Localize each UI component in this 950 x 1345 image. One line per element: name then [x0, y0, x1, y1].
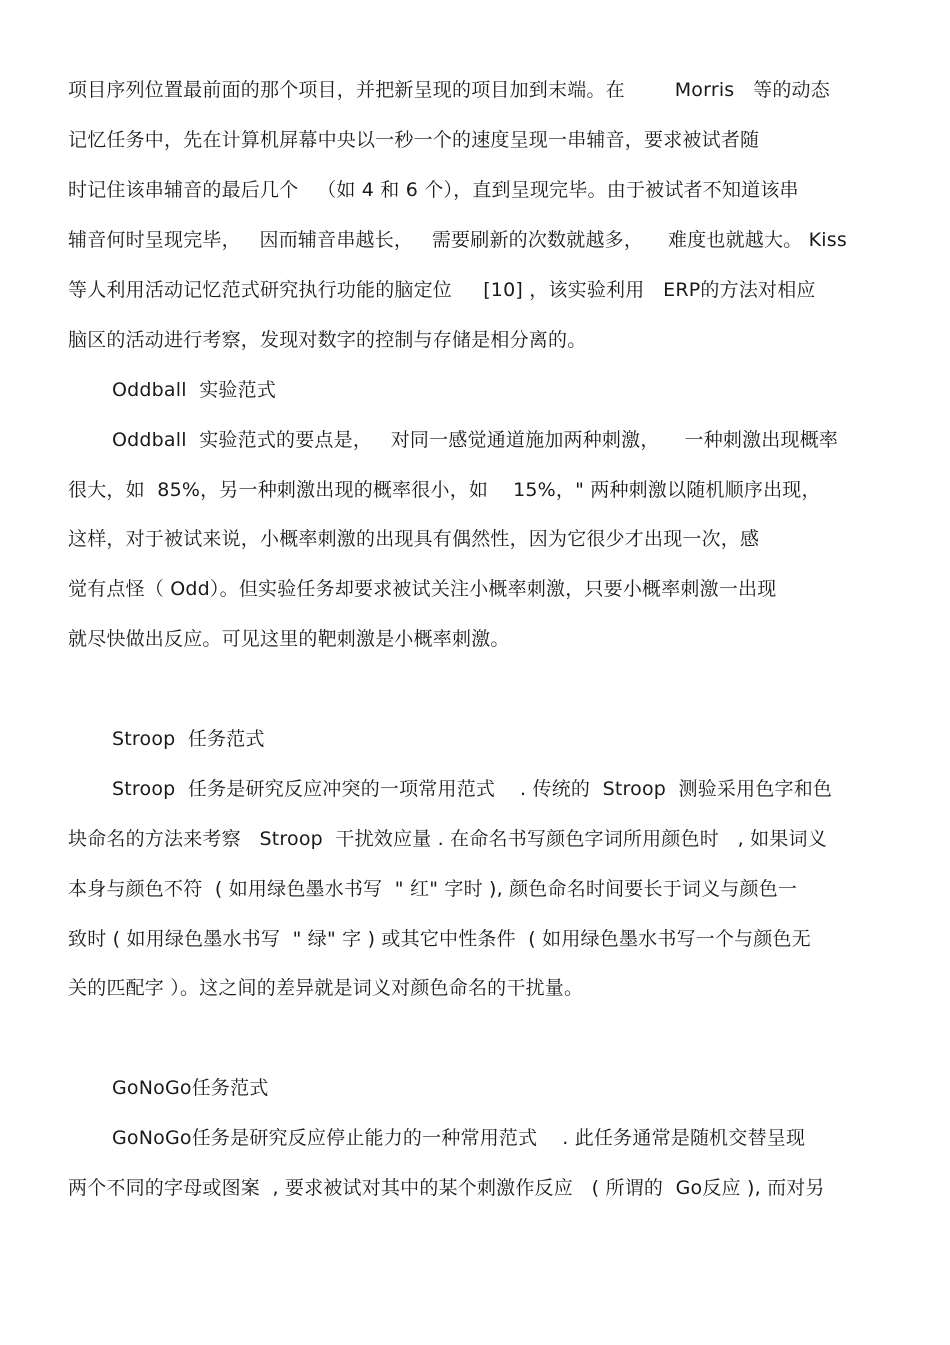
section-heading-oddball: Oddball 实验范式	[112, 379, 277, 401]
paragraph-line: 辅音何时呈现完毕， 因而辅音串越长， 需要刷新的次数就越多， 难度也就越大。 Kiss	[68, 229, 847, 251]
paragraph-line: 本身与颜色不符 ( 如用绿色墨水书写 " 红" 字时 ), 颜色命名时间要长于词义与颜色一	[68, 878, 798, 900]
paragraph-line: 块命名的方法来考察 Stroop 干扰效应量 . 在命名书写颜色字词所用颜色时 , 如果词义	[68, 828, 827, 850]
paragraph-line: 项目序列位置最前面的那个项目，并把新呈现的项目加到末端。在 Morris 等的动态	[68, 79, 830, 101]
paragraph-line: GoNoGo任务是研究反应停止能力的一种常用范式 . 此任务通常是随机交替呈现	[112, 1127, 806, 1149]
paragraph-line: 脑区的活动进行考察，发现对数字的控制与存储是相分离的。	[68, 329, 587, 351]
paragraph-line: 这样，对于被试来说，小概率刺激的出现具有偶然性，因为它很少才出现一次，感	[68, 528, 760, 550]
paragraph-line: Oddball 实验范式的要点是， 对同一感觉通道施加两种刺激， 一种刺激出现概率	[112, 429, 839, 451]
paragraph-line: 很大，如 85%，另一种刺激出现的概率很小，如 15%，" 两种刺激以随机顺序出现，	[68, 479, 821, 501]
paragraph-line: 时记住该串辅音的最后几个 （如 4 和 6 个），直到呈现完毕。由于被试者不知道该串	[68, 179, 799, 201]
paragraph-line: 关的匹配字 ）。这之间的差异就是词义对颜色命名的干扰量。	[68, 977, 584, 999]
paragraph-line: 就尽快做出反应。可见这里的靶刺激是小概率刺激。	[68, 628, 510, 650]
paragraph-line: 记忆任务中，先在计算机屏幕中央以一秒一个的速度呈现一串辅音，要求被试者随	[68, 129, 760, 151]
paragraph-line: Stroop 任务是研究反应冲突的一项常用范式 . 传统的 Stroop 测验采用色字和色	[112, 778, 833, 800]
paragraph-line: 致时 ( 如用绿色墨水书写 " 绿" 字 ) 或其它中性条件 ( 如用绿色墨水书写一个与颜色无	[68, 928, 811, 950]
section-heading-gonogo: GoNoGo任务范式	[112, 1077, 269, 1099]
paragraph-line: 等人利用活动记忆范式研究执行功能的脑定位 [10] ，该实验利用 ERP的方法对相应	[68, 279, 816, 301]
paragraph-line: 觉有点怪（ Odd）。但实验任务却要求被试关注小概率刺激，只要小概率刺激一出现	[68, 578, 777, 600]
section-heading-stroop: Stroop 任务范式	[112, 728, 265, 750]
paragraph-line: 两个不同的字母或图案 , 要求被试对其中的某个刺激作反应 ( 所谓的 Go反应 ), 而对另	[68, 1177, 825, 1199]
